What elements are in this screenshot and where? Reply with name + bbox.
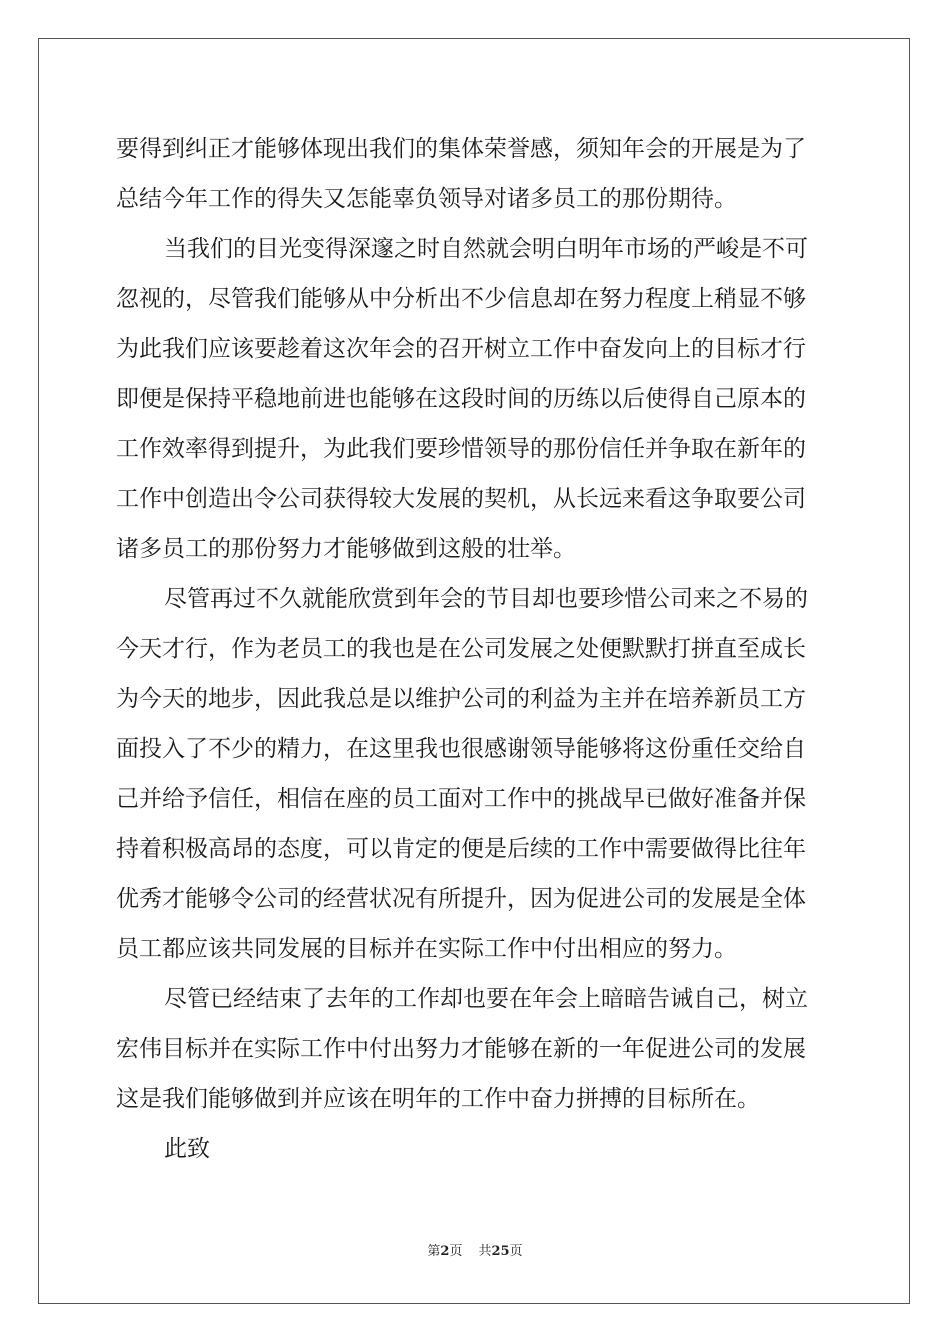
closing-salutation: 此致 (164, 1136, 210, 1162)
text-line: 今天才行，作为老员工的我也是在公司发展之处便默默打拼直至成长 (116, 636, 806, 662)
paragraph-start-line: 尽管已经结束了去年的工作却也要在年会上暗暗告诫自己，树立 (164, 986, 808, 1012)
page-number: 2 (440, 1244, 450, 1259)
text-line: 即便是保持平稳地前进也能够在这段时间的历练以后使得自己原本的 (116, 386, 806, 412)
text-line: 持着积极高昂的态度，可以肯定的便是后续的工作中需要做得比往年 (116, 836, 806, 862)
document-body (116, 124, 834, 1174)
text-line: 面投入了不少的精力，在这里我也很感谢领导能够将这份重任交给自 (116, 736, 806, 762)
text-line: 为此我们应该要趁着这次年会的召开树立工作中奋发向上的目标才行 (116, 336, 806, 362)
text-line: 忽视的，尽管我们能够从中分析出不少信息却在努力程度上稍显不够 (116, 286, 806, 312)
paragraph-start-line: 尽管再过不久就能欣赏到年会的节目却也要珍惜公司来之不易的 (164, 586, 808, 612)
page-prefix: 第 (427, 1244, 441, 1259)
text-line: 优秀才能够令公司的经营状况有所提升，因为促进公司的发展是全体 (116, 886, 806, 912)
total-suffix: 页 (509, 1244, 523, 1259)
page-footer (0, 1240, 950, 1259)
total-prefix: 共 (478, 1244, 492, 1259)
text-line: 宏伟目标并在实际工作中付出努力才能够在新的一年促进公司的发展 (116, 1036, 806, 1062)
text-line: 为今天的地步，因此我总是以维护公司的利益为主并在培养新员工方 (116, 686, 806, 712)
text-line: 这是我们能够做到并应该在明年的工作中奋力拼搏的目标所在。 (116, 1086, 760, 1112)
text-line: 要得到纠正才能够体现出我们的集体荣誉感，须知年会的开展是为了 (116, 136, 806, 162)
text-line: 己并给予信任，相信在座的员工面对工作中的挑战早已做好准备并保 (116, 786, 806, 812)
text-line: 诸多员工的那份努力才能够做到这般的壮举。 (116, 536, 576, 562)
total-pages: 25 (491, 1244, 510, 1259)
text-line: 工作效率得到提升，为此我们要珍惜领导的那份信任并争取在新年的 (116, 436, 806, 462)
paragraph-start-line: 当我们的目光变得深邃之时自然就会明白明年市场的严峻是不可 (164, 236, 808, 262)
text-line: 总结今年工作的得失又怎能辜负领导对诸多员工的那份期待。 (116, 186, 737, 212)
text-line: 工作中创造出令公司获得较大发展的契机，从长远来看这争取要公司 (116, 486, 806, 512)
text-line: 员工都应该共同发展的目标并在实际工作中付出相应的努力。 (116, 936, 737, 962)
page-suffix: 页 (449, 1244, 463, 1259)
